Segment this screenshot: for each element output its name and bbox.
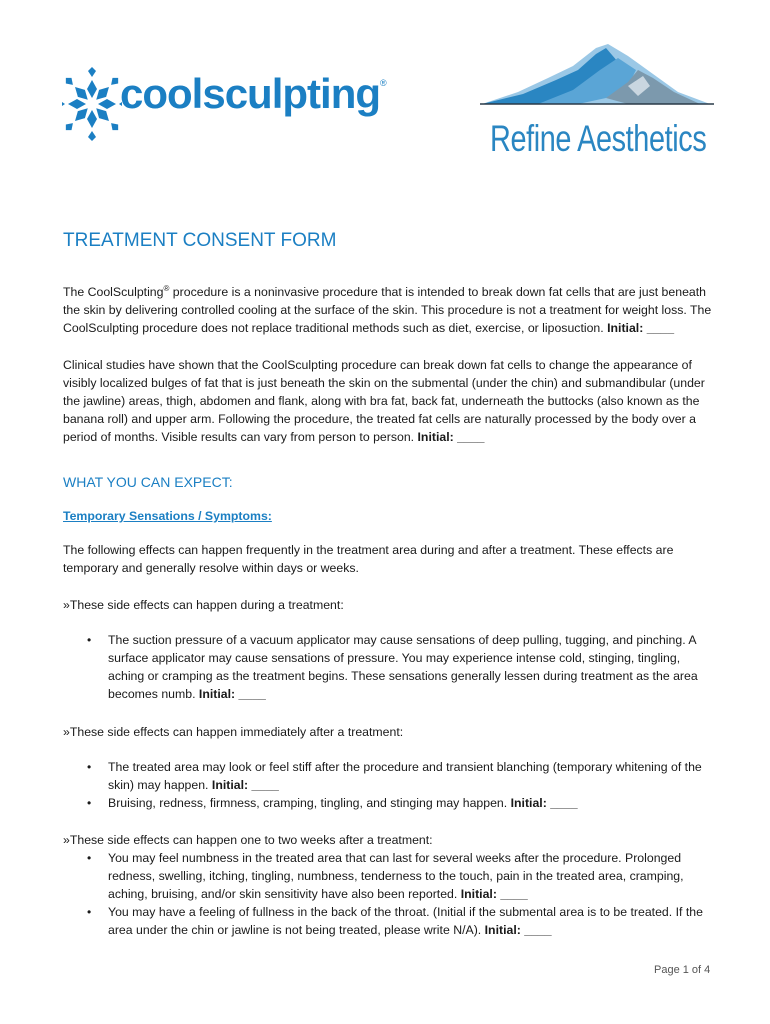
overview-paragraph: The following effects can happen frequently in the treatment area during and after a treatment. These effects are temporary and generally resolve within days or weeks.: [63, 543, 674, 575]
coolsculpting-wordmark: coolsculpting®: [120, 70, 386, 117]
list-item: • The treated area may look or feel stiff after the procedure and transient blanching (temporary whitening of the skin) may happen. Initial: ____: [63, 758, 713, 794]
weeks-list: [63, 849, 713, 939]
snowflake-icon: [62, 66, 122, 142]
during-list: [63, 631, 713, 703]
page-number: Page 1 of 4: [654, 964, 711, 976]
initial-field[interactable]: Initial: ____: [211, 778, 279, 792]
mountain-icon: [478, 40, 718, 115]
refine-aesthetics-wordmark: Refine Aesthetics: [490, 118, 707, 159]
initial-field[interactable]: Initial: ____: [198, 687, 266, 701]
immediately-list: [63, 758, 713, 812]
refine-aesthetics-logo: [478, 40, 718, 175]
initial-field[interactable]: Initial: ____: [417, 430, 485, 444]
initial-field[interactable]: Initial: ____: [607, 321, 675, 336]
immediately-lead: »These side effects can happen immediately after a treatment:: [63, 725, 404, 739]
weeks-lead: »These side effects can happen one to two weeks after a treatment:: [63, 833, 433, 847]
intro-paragraph-1: The CoolSculpting® procedure is a noninvasive procedure that is intended to break down fat cells that are just beneath the skin by delivering controlled cooling at the surface of the skin. This procedure is not a treatment for weight loss. The CoolSculpting procedure does not replace traditional methods such as diet, exercise, or liposuction. Initial: ____: [63, 284, 712, 336]
initial-field[interactable]: Initial: ____: [510, 796, 578, 810]
list-item: • The suction pressure of a vacuum applicator may cause sensations of deep pulling, tugging, and pinching. A surface applicator may cause sensations of pressure. You may experience intense cold, stinging, tingling, aching or cramping as the treatment begins. These sensations generally lessen during treatment as the area becomes numb. Initial: ____: [63, 631, 713, 703]
list-item: • You may have a feeling of fullness in the back of the throat. (Initial if the submental area is to be treated. If the area under the chin or jawline is not being treated, please write N/A). Initial: ____: [63, 903, 713, 939]
list-item: • You may feel numbness in the treated area that can last for several weeks after the procedure. Prolonged redness, swelling, itching, tingling, numbness, tenderness to the touch, pain in the treated area, cramping, aching, bruising, and/or skin sensitivity have also been reported. Initial: ____: [63, 849, 713, 903]
initial-field[interactable]: Initial: ____: [484, 923, 552, 937]
page-title: TREATMENT CONSENT FORM: [63, 230, 337, 251]
during-lead: »These side effects can happen during a treatment:: [63, 598, 344, 612]
section-heading-expect: WHAT YOU CAN EXPECT:: [63, 474, 233, 490]
initial-field[interactable]: Initial: ____: [460, 887, 528, 901]
coolsculpting-logo: [62, 66, 386, 142]
intro-paragraph-2: Clinical studies have shown that the CoolSculpting procedure can break down fat cells to change the appearance of visibly localized bulges of fat that is just beneath the skin on the submental (under the chin) and submandibular (under the jawline) areas, thigh, abdomen and flank, along with bra fat, back fat, underneath the buttocks (also known as the banana roll) and upper arm. Following the procedure, the treated fat cells are naturally processed by the body over a period of months. Visible results can vary from person to person. Initial: ____: [63, 358, 705, 444]
section-subheading-sensations: Temporary Sensations / Symptoms:: [63, 509, 272, 523]
list-item: • Bruising, redness, firmness, cramping, tingling, and stinging may happen. Initial: ____: [63, 794, 713, 812]
